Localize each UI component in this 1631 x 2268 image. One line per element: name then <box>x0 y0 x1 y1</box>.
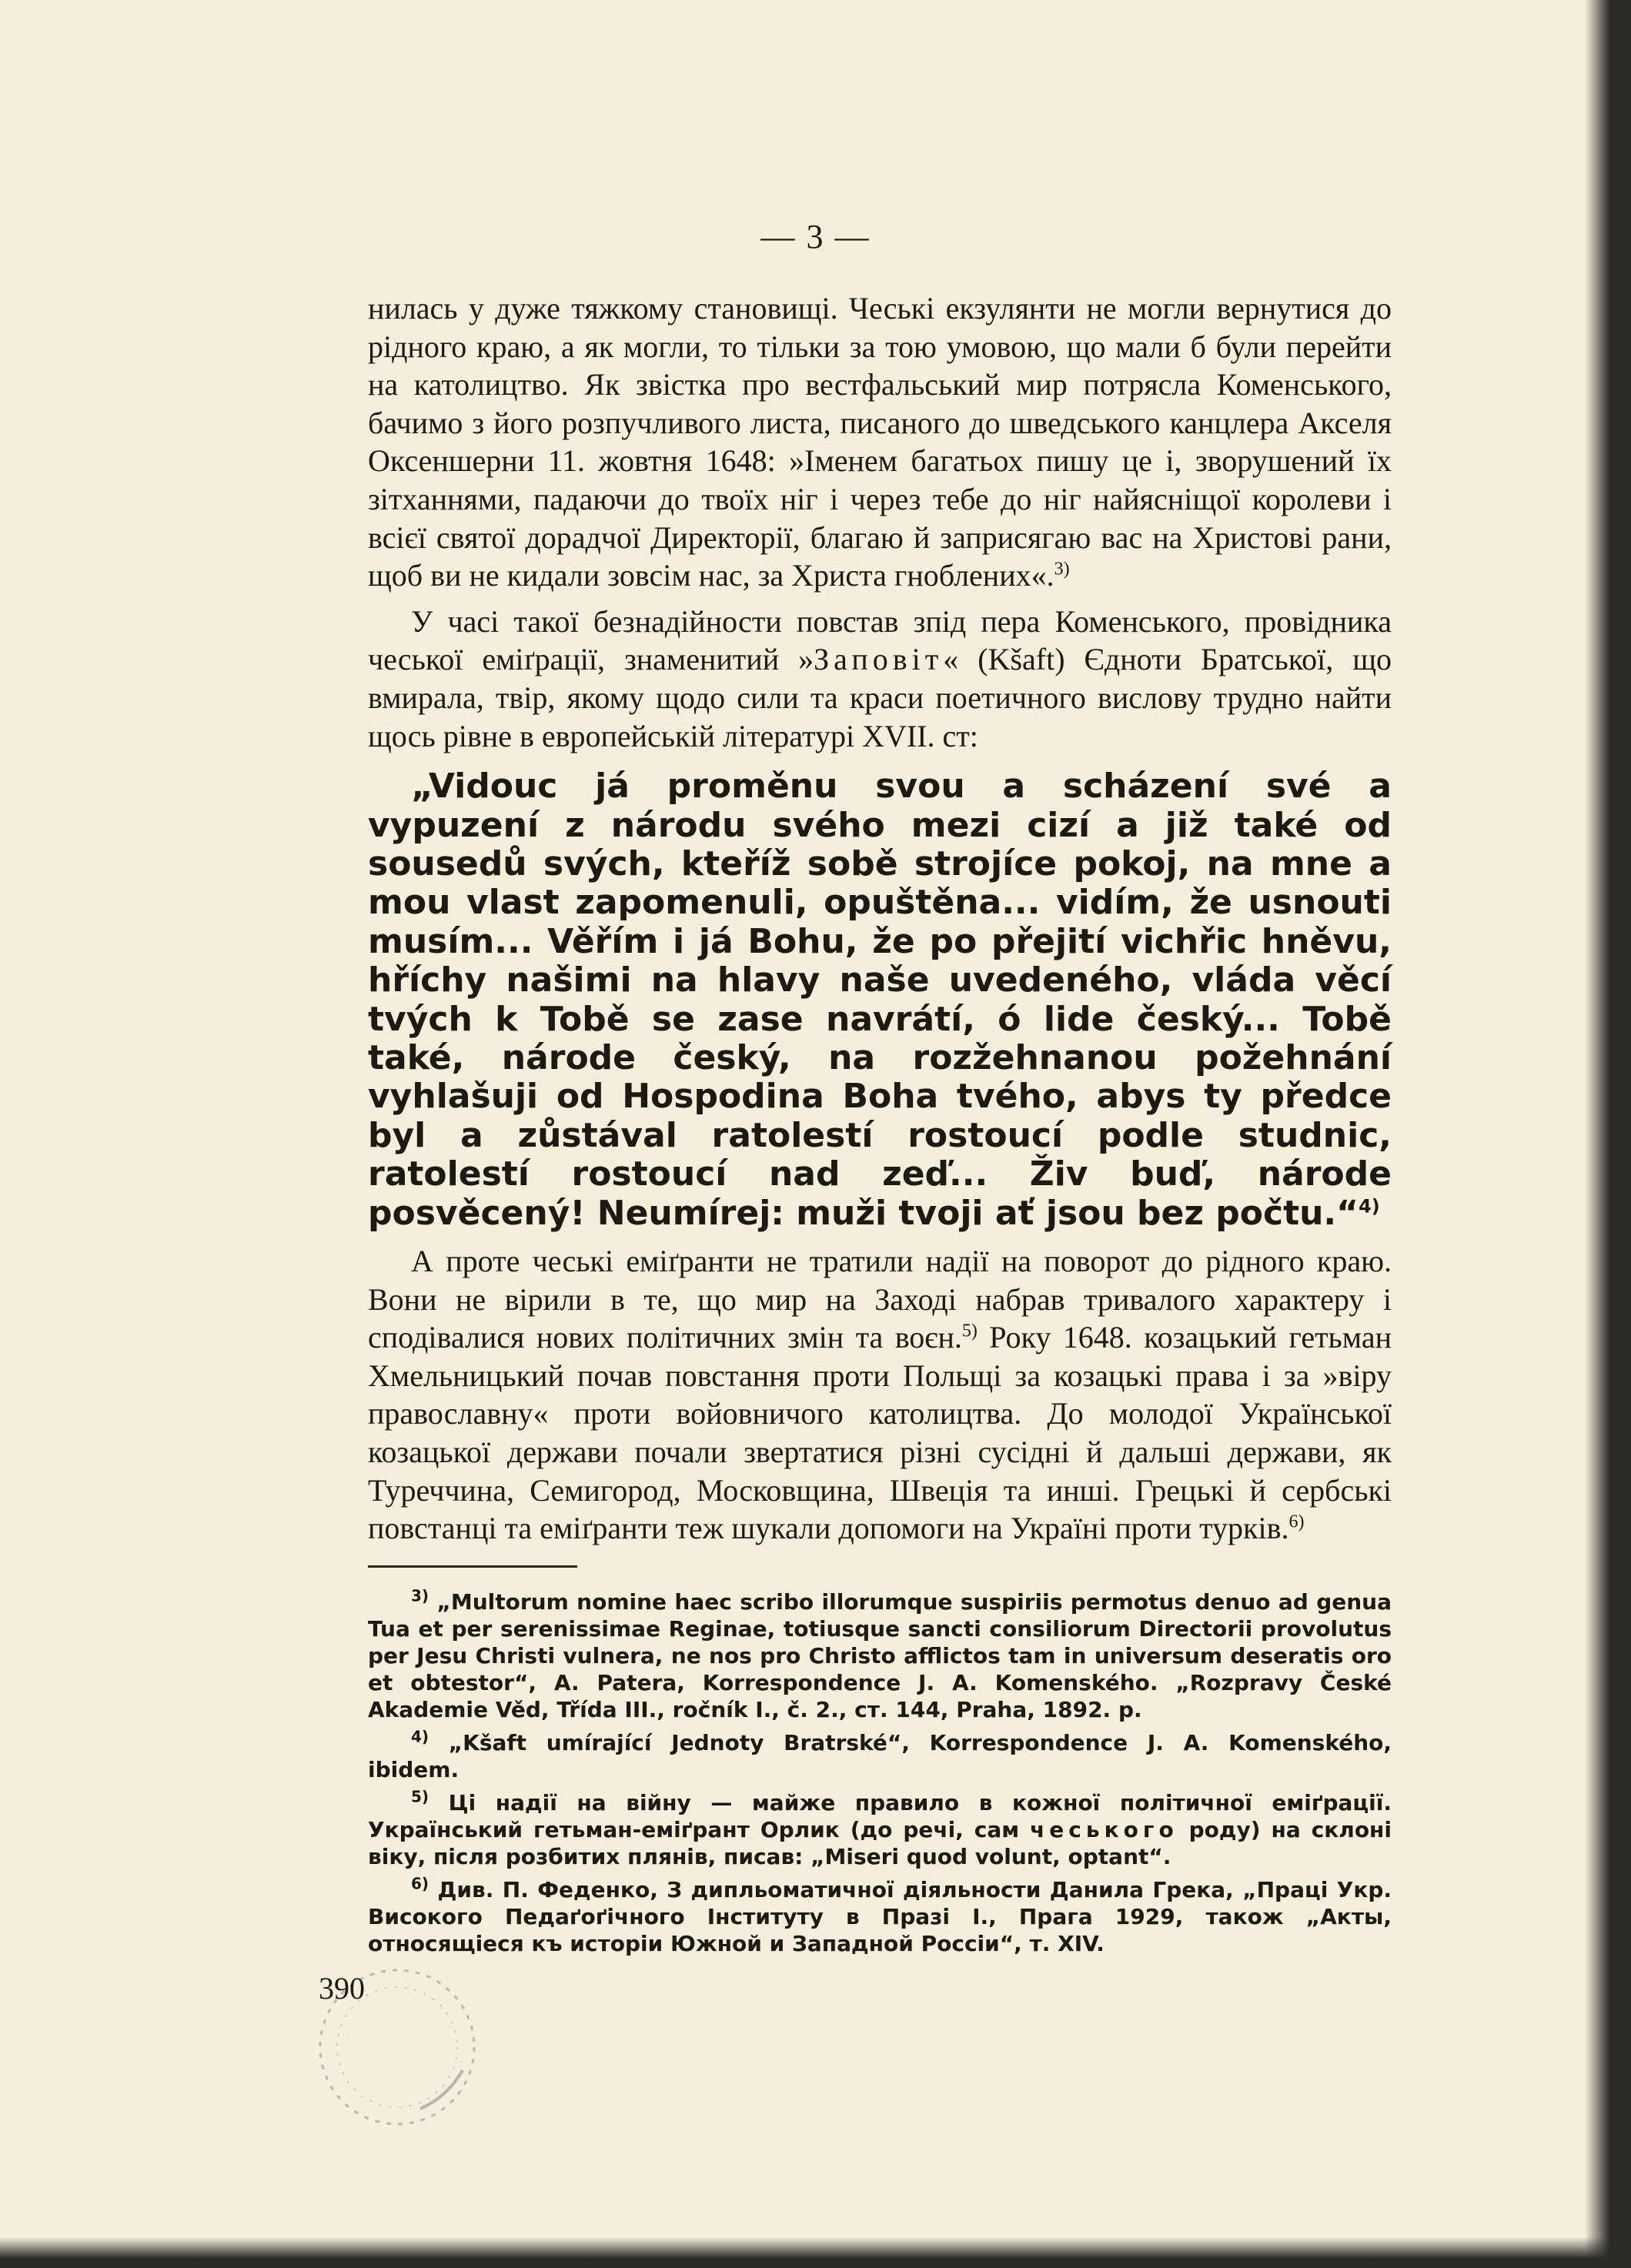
footnote-6 <box>368 1876 1392 1957</box>
footnote-4 <box>368 1729 1392 1783</box>
archive-number: 390 <box>319 1971 365 2006</box>
footnote-4-number: 4) <box>411 1727 429 1746</box>
footnote-5-number: 5) <box>411 1787 429 1806</box>
footnote-6-text: Див. П. Феденко, З дипльоматичної діяльности Данила Грека, „Праці Укр. Високого Педаґоґічного Інституту в Празі I., Прага 1929, також „Акты, относящіеся къ исторіи Южной и Западной Россіи“, т. XIV. <box>368 1877 1392 1956</box>
footnotes <box>368 1588 1392 1963</box>
czech-quote-text: „Vidouc já proměnu svou a scházení své a vypuzení z národu svého mezi cizí a již také od sousedů svých, kteříž sobě strojíce pokoj, na mne a mou vlast zapomenuli, opuštěna... vidím, že usnouti musím... Věřím i já Bohu, že po přejití vichřic hněvu, hříchy našimi na hlavy naše uvedeného, vláda věcí tvých k Tobě se zase navrátí, ó lide český... Tobě také, národe český, na rozžehnanou požehnání vyhlašuji od Hospodina Boha tvého, abys ty předce byl a zůstával ratolestí rostoucí podle studnic, ratolestí rostoucí nad zeď... Živ buď, národe posvěcený! Neumírej: muži tvoji ať jsou bez počtu.“ <box>368 767 1392 1233</box>
paragraph-1-text: нилась у дуже тяжкому становищі. Чеські екзулянти не могли вернутися до рідного краю, а як могли, то тільки за тою умовою, що мали б були перейти на католицтво. Як звістка про вестфальський мир потрясла Коменського, бачимо з його розпучливого листа, писаного до шведського канцлера Акселя Оксеншерни 11. жовтня 1648: »Іменем багатьох пишу це і, зворушений їх зітханнями, падаючи до твоїх ніг і через тебе до ніг найясніщої королеви і всієї святої дорадчої Директорії, благаю й заприсягаю вас на Христові рани, щоб ви не кидали зовсім нас, за Христа гноблених«. <box>368 291 1392 593</box>
footnote-3-text: „Multorum nomine haec scribo illorumque suspiriis permotus denuo ad genua Tua et per serenissimae Reginae, totiusque sancti consiliorum Directorii provolutus per Jesu Christi vulnera, ne nos pro Christo afflictos tam in universum deseratis oro et obtestor“, A. Patera, Korrespondence J. A. Komenského. „Rozpravy České Akademie Věd, Třída III., ročník I., č. 2., ст. 144, Praha, 1892. p. <box>368 1589 1392 1722</box>
footnote-6-number: 6) <box>411 1874 429 1893</box>
footnote-4-text: „Kšaft umírající Jednoty Bratrské“, Korrespondence J. A. Komenského, ibidem. <box>368 1730 1392 1782</box>
paragraph-2 <box>368 603 1392 755</box>
paragraph-2-end: « (Kšaft) Єдноти Братської, що вмирала, твір, якому щодо сили та краси поетичного вислову трудно найти щось рівне в европейській літературі XVII. ст: <box>368 642 1392 753</box>
footnote-ref-6: 6) <box>1288 1511 1305 1532</box>
footnote-3-number: 3) <box>411 1586 429 1605</box>
main-text <box>368 289 1392 1548</box>
paragraph-3-part-a: А проте чеські еміґранти не тратили надії на поворот до рідного краю. Вони не вірили в те, що мир на Заході набрав тривалого характеру і сподівалися нових політичних змін та воєн. <box>368 1244 1392 1355</box>
paragraph-3-part-b: Року 1648. козацький гетьман Хмельницький почав повстання проти Польщі за козацькі права і за »віру православну« проти войовничого католицтва. До молодої Української козацької держави почали звертатися різні сусідні й дальші держави, як Туреччина, Семигород, Московщина, Швеція та инші. Грецькі й сербські повстанці та еміґранти теж шукали допомоги на Україні проти турків. <box>368 1320 1392 1546</box>
page-number: — 3 — <box>760 218 871 256</box>
footnote-ref-5: 5) <box>961 1321 978 1341</box>
paragraph-1 <box>368 289 1392 595</box>
footnote-5-spaced-word: чеського <box>1030 1817 1178 1842</box>
paragraph-3 <box>368 1242 1392 1548</box>
footnote-5-text-a: Ці надії на війну — майже правило в кожної політичної еміґрації. Український гетьман-еміґрант Орлик (до речі, сам <box>368 1790 1392 1842</box>
paragraph-2-start: У часі такої безнадійности повстав зпід пера Коменського, провідника чеської еміґрації, знаменитий » <box>368 603 1392 677</box>
footnote-ref-4: 4) <box>1359 1194 1380 1217</box>
footnote-divider <box>368 1565 577 1568</box>
footnote-5-text-b: роду) на склоні віку, після розбитих плянів, писав: „Miseri quod volunt, optant“. <box>368 1817 1392 1869</box>
footnote-ref-3: 3) <box>1054 559 1070 580</box>
footnote-5 <box>368 1789 1392 1870</box>
czech-quote <box>368 767 1392 1233</box>
paragraph-2-spaced-title: Заповіт <box>814 642 944 677</box>
footnote-3 <box>368 1588 1392 1723</box>
